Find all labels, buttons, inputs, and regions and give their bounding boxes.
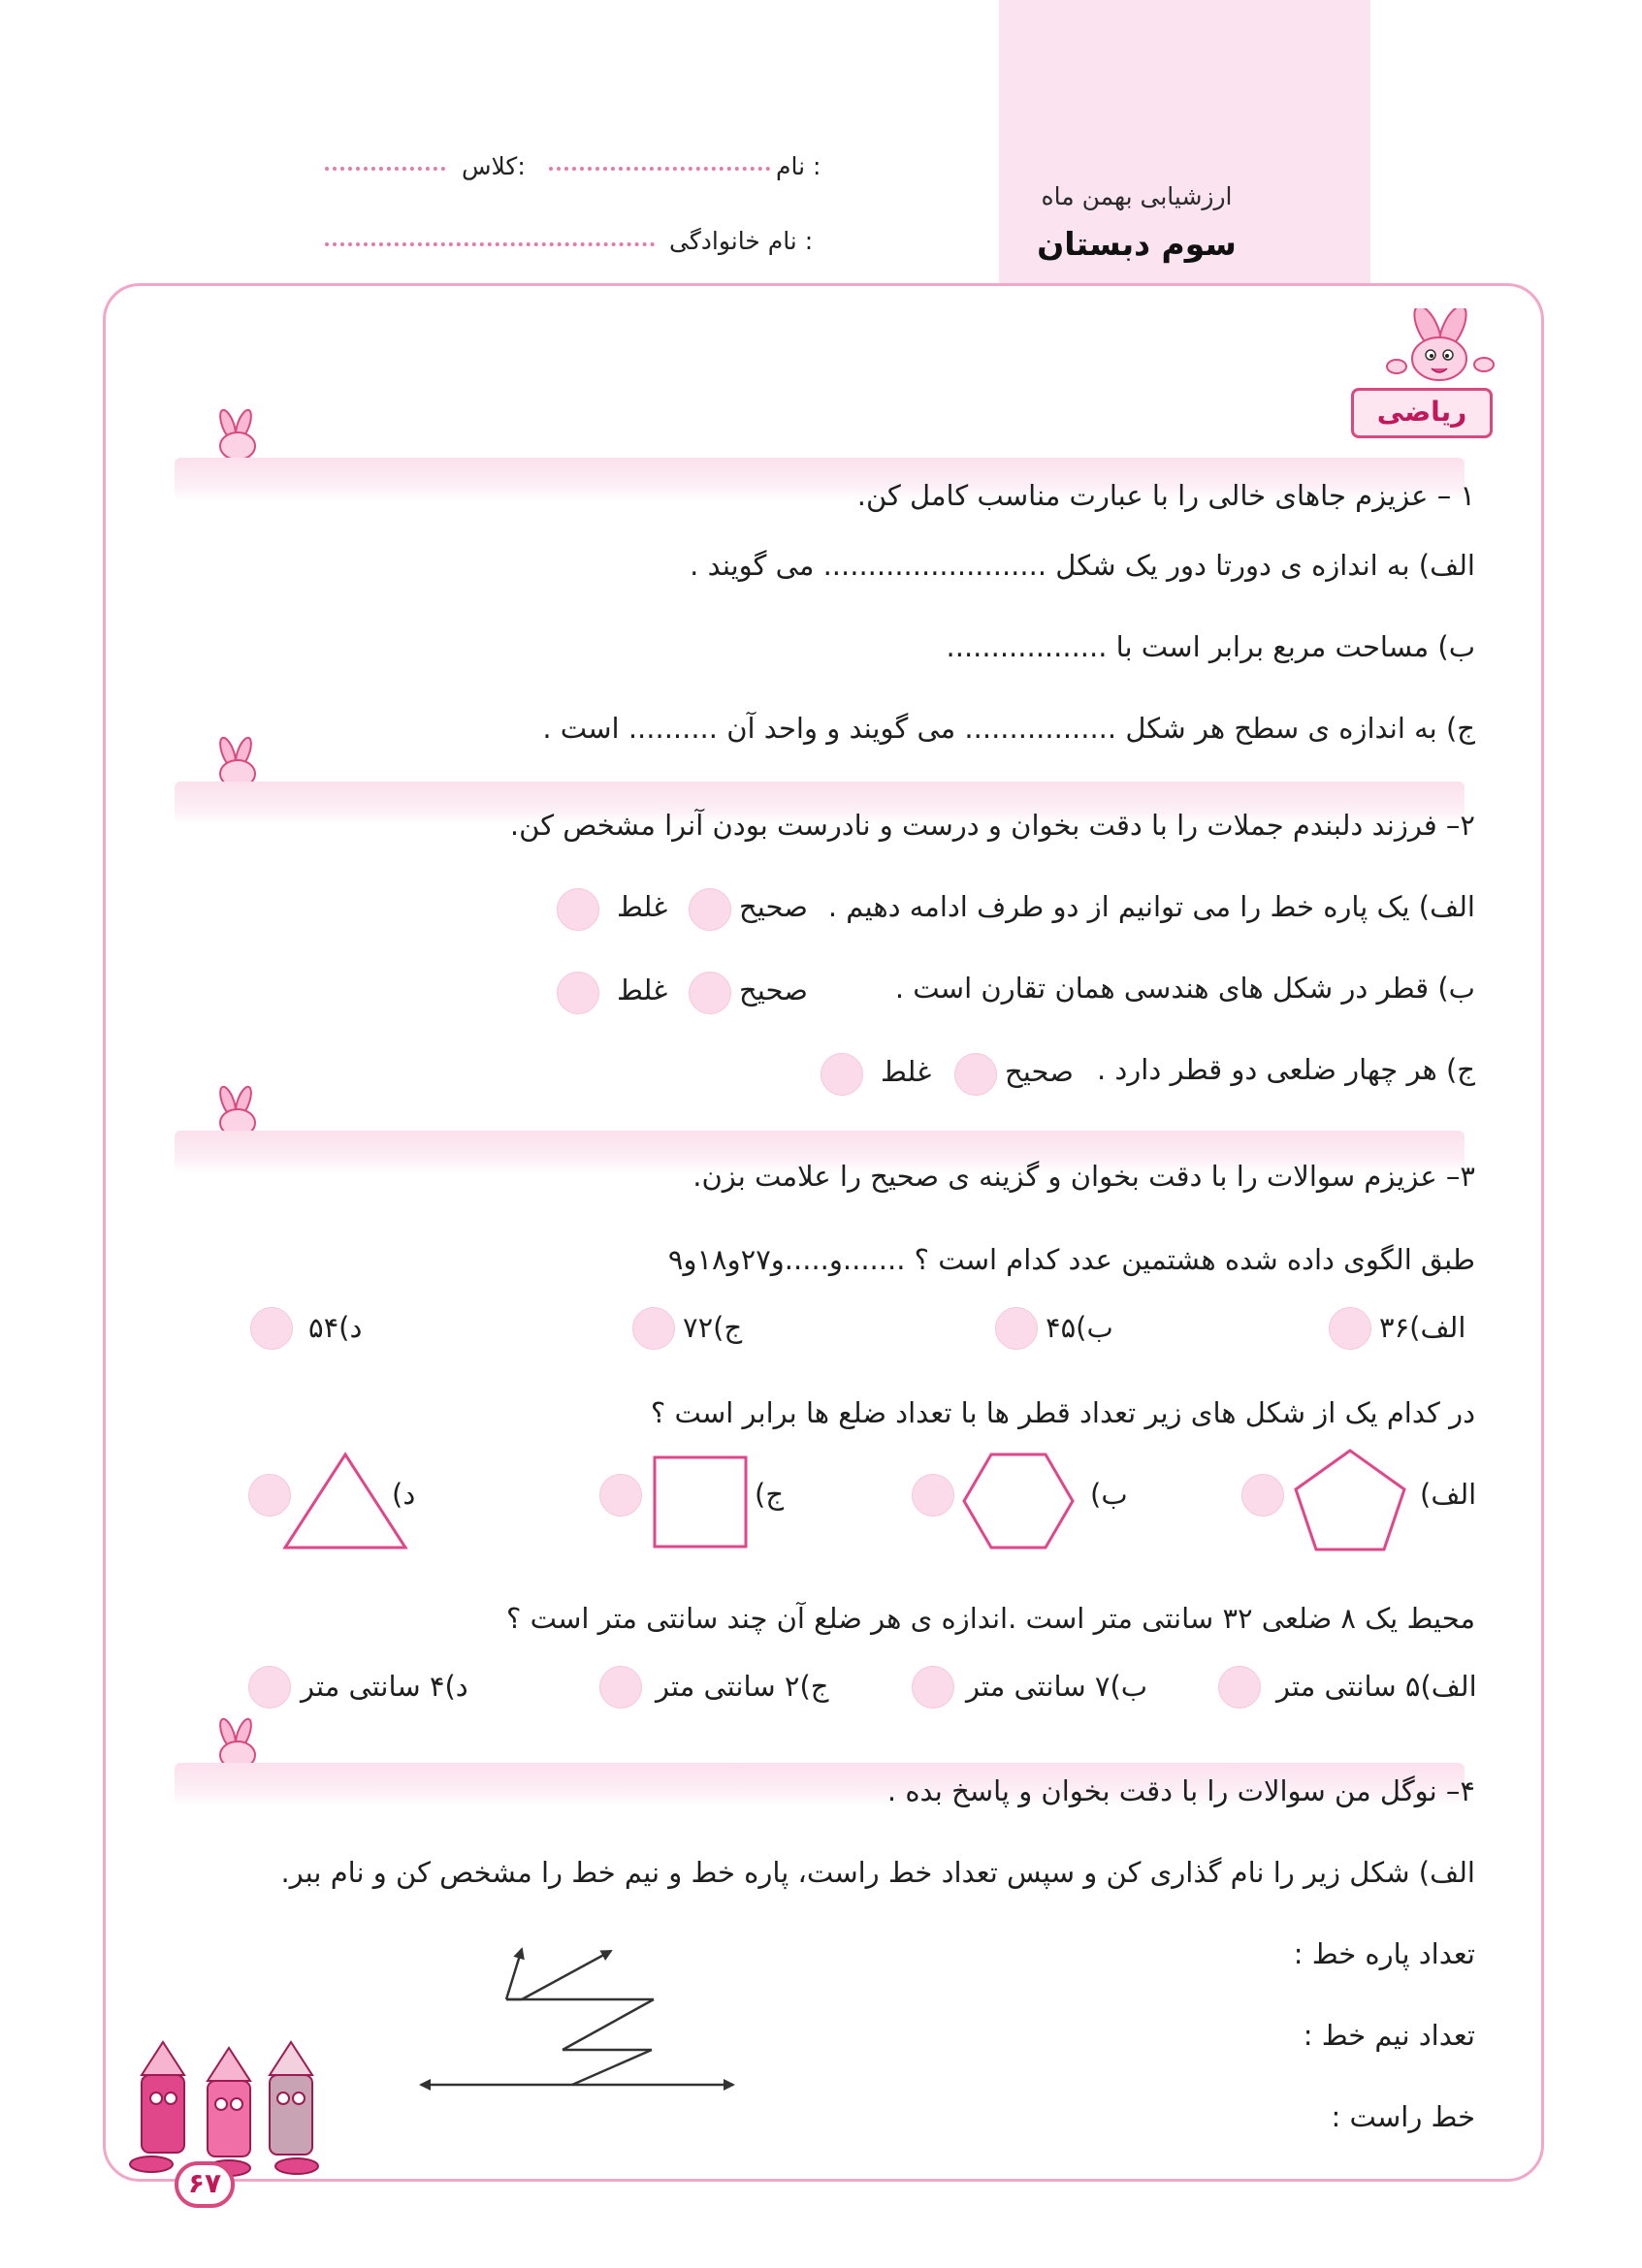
page-number: ۶۷ (175, 2161, 235, 2208)
q3-p1-radio-b[interactable] (995, 1307, 1038, 1350)
q2-item-2: ب) قطر در شکل های هندسی همان تقارن است . (894, 972, 1475, 1005)
false-radio-2[interactable] (557, 972, 599, 1014)
q2-item-1: الف) یک پاره خط را می توانیم از دو طرف ادامه دهیم . (827, 890, 1475, 923)
q3-p3-opt-b: ب)۷ سانتی متر (966, 1670, 1148, 1703)
q3-p1-opt-a: الف)۳۶ (1379, 1311, 1466, 1344)
q3-p3-opt-a: الف)۵ سانتی متر (1276, 1670, 1477, 1703)
q3-p2-radio-a[interactable] (1241, 1474, 1284, 1517)
false-radio-1[interactable] (557, 888, 599, 931)
true-label-3: صحیح (1005, 1055, 1074, 1088)
q3-p3: محیط یک ۸ ضلعی ۳۲ سانتی متر است .اندازه ی هر ضلع آن چند سانتی متر است ؟ (505, 1602, 1475, 1635)
true-radio-2[interactable] (689, 972, 731, 1014)
q3-p3-opt-c: ج)۲ سانتی متر (656, 1670, 829, 1703)
q3-p1-opt-d: د)۵۴ (308, 1311, 363, 1344)
true-label-1: صحیح (739, 890, 808, 923)
q4-a: الف) شکل زیر را نام گذاری کن و سپس تعداد خط راست، پاره خط و نیم خط را مشخص کن و نام ببر. (280, 1856, 1475, 1889)
class-field[interactable] (325, 167, 445, 171)
triangle-icon (281, 1451, 409, 1551)
q3-p1: طبق الگوی داده شده هشتمین عدد کدام است ؟ .......و.....و۲۷و۱۸و۹ (667, 1243, 1475, 1276)
q3-p1-radio-c[interactable] (632, 1307, 675, 1350)
q3-p2-opt-b: ب) (1090, 1478, 1128, 1511)
q4-segments: تعداد پاره خط : (1293, 1937, 1475, 1970)
false-label-2: غلط (617, 974, 668, 1006)
q3-p3-radio-d[interactable] (248, 1666, 291, 1709)
q3-p2-radio-c[interactable] (599, 1474, 642, 1517)
q4-lines: خط راست : (1331, 2100, 1475, 2133)
family-label: : نام خانوادگی (669, 227, 814, 255)
pencil-mascots-icon (113, 2036, 355, 2182)
q2-item-3: ج) هر چهار ضلعی دو قطر دارد . (1096, 1053, 1475, 1086)
true-radio-3[interactable] (954, 1053, 997, 1096)
q3-p3-radio-a[interactable] (1218, 1666, 1261, 1709)
family-field[interactable] (325, 242, 655, 246)
q1-title: ۱ – عزیزم جاهای خالی را با عبارت مناسب کامل کن. (856, 479, 1475, 512)
q3-title: ۳– عزیزم سوالات را با دقت بخوان و گزینه ی صحیح را علامت بزن. (692, 1160, 1475, 1193)
q2-title: ۲– فرزند دلبندم جملات را با دقت بخوان و درست و نادرست بودن آنرا مشخص کن. (509, 809, 1475, 842)
grade-title: سوم دبستان (1037, 225, 1237, 263)
q3-p2-radio-b[interactable] (912, 1474, 954, 1517)
q1-a: الف) به اندازه ی دورتا دور یک شکل ......................... می گویند . (690, 549, 1475, 582)
subject-badge: ریاضی (1351, 388, 1493, 438)
name-label: : نام (776, 152, 821, 180)
q4-rays: تعداد نیم خط : (1303, 2019, 1475, 2052)
q4-title: ۴– نوگل من سوالات را با دقت بخوان و پاسخ بده . (886, 1774, 1475, 1807)
q3-p1-opt-b: ب)۴۵ (1046, 1311, 1113, 1344)
q3-p1-radio-d[interactable] (250, 1307, 293, 1350)
q3-p2-opt-d: د) (392, 1478, 416, 1511)
assessment-title: ارزشیابی بهمن ماه (1041, 182, 1233, 210)
class-label: :کلاس (462, 152, 526, 180)
q1-c: ج) به اندازه ی سطح هر شکل ................. می گویند و واحد آن .......... است . (542, 712, 1475, 745)
q3-p3-radio-b[interactable] (912, 1666, 954, 1709)
bunny-icon (1377, 308, 1503, 394)
zigzag-figure (407, 1930, 747, 2104)
q3-p2-opt-a: الف) (1420, 1478, 1477, 1511)
name-field[interactable] (549, 167, 770, 171)
square-icon (652, 1454, 749, 1549)
q1-b: ب) مساحت مربع برابر است با .................. (946, 630, 1475, 663)
true-radio-1[interactable] (689, 888, 731, 931)
q3-p1-radio-a[interactable] (1329, 1307, 1371, 1350)
false-label-3: غلط (881, 1055, 932, 1088)
hexagon-icon (960, 1451, 1077, 1551)
q3-p2: در کدام یک از شکل های زیر تعداد قطر ها با تعداد ضلع ها برابر است ؟ (650, 1396, 1475, 1429)
q3-p2-opt-c: ج) (755, 1478, 785, 1511)
q3-p2-radio-d[interactable] (248, 1474, 291, 1517)
q3-p3-radio-c[interactable] (599, 1666, 642, 1709)
q3-p3-opt-d: د)۴ سانتی متر (301, 1670, 468, 1703)
q3-p1-opt-c: ج)۷۲ (683, 1311, 743, 1344)
false-label-1: غلط (617, 890, 668, 923)
pentagon-icon (1290, 1445, 1410, 1555)
true-label-2: صحیح (739, 974, 808, 1006)
false-radio-3[interactable] (821, 1053, 863, 1096)
